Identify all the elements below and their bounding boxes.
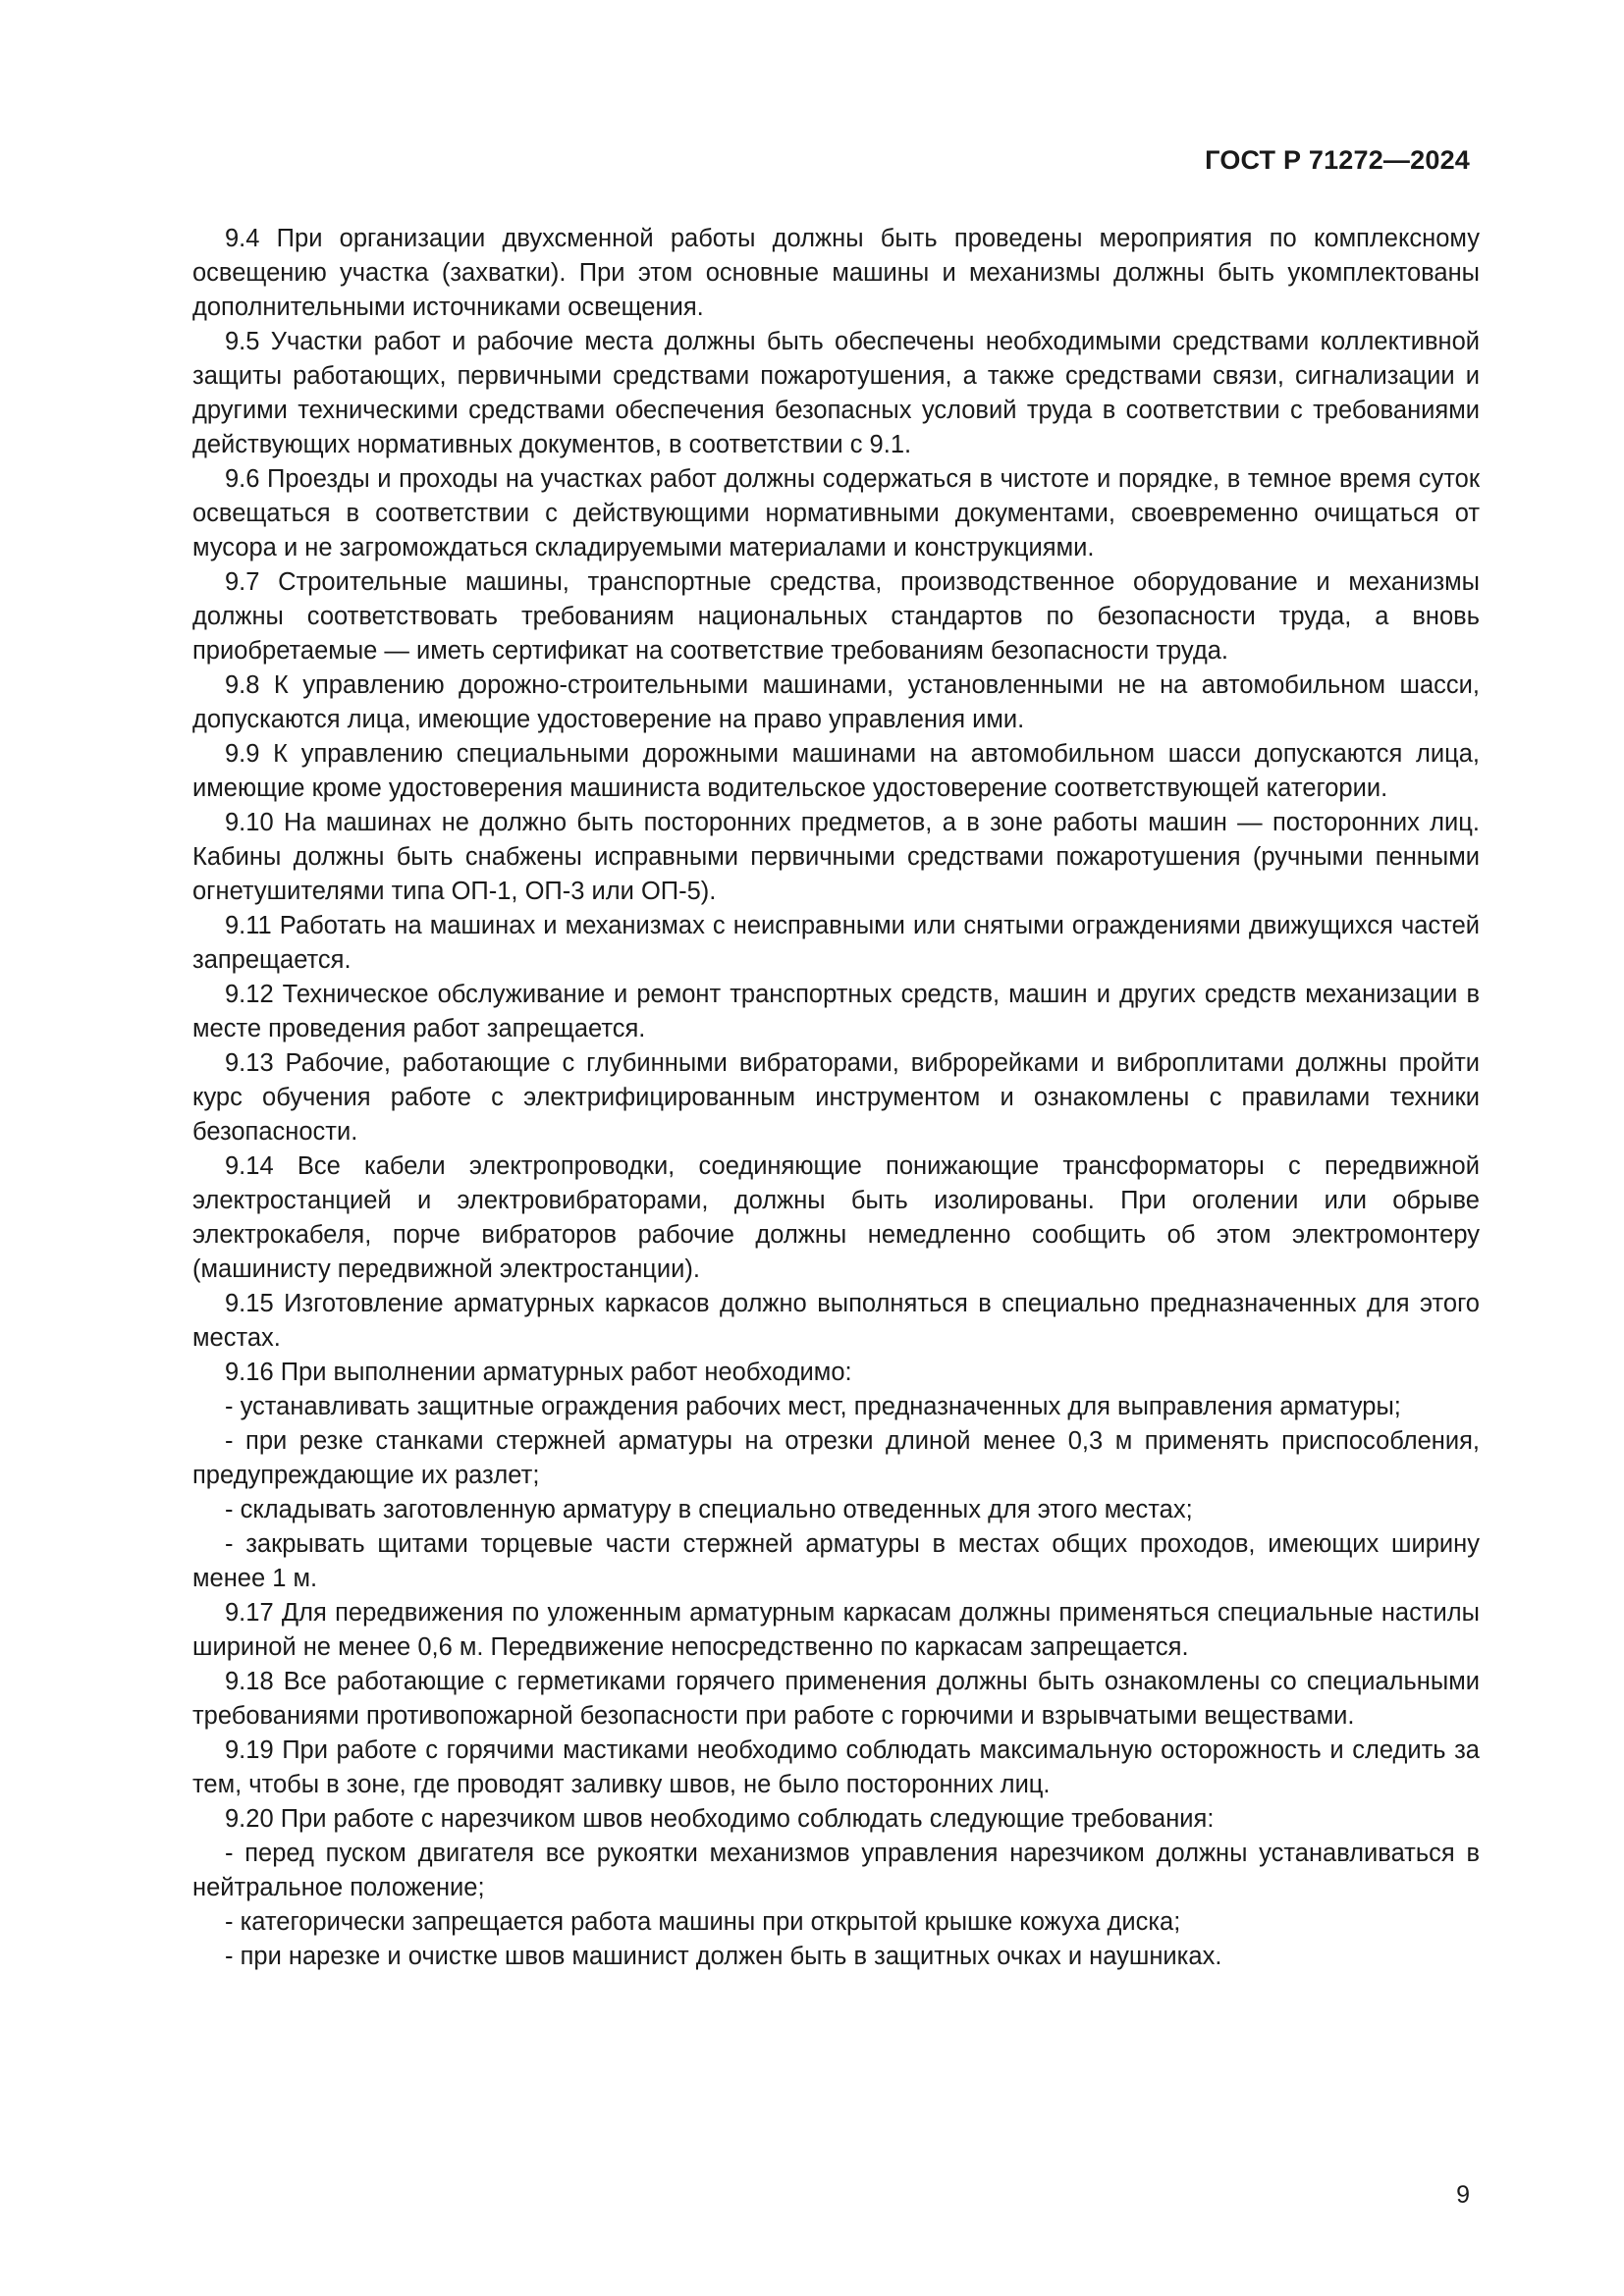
paragraph-9-8: 9.8 К управлению дорожно-строительными машинами, установленными не на автомобильном шасси, допускаются лица, имеющие удостоверение на право управления ими.	[192, 671, 1480, 733]
paragraph-9-5: 9.5 Участки работ и рабочие места должны быть обеспечены необходимыми средствами коллективной защиты работающих, первичными средствами пожаротушения, а также средствами связи, сигнализации и другими техническими средствами обеспечения безопасных условий труда в соответствии с требованиями действующих нормативных документов, в соответствии с 9.1.	[192, 328, 1480, 458]
list-item: - при резке станками стержней арматуры на отрезки длиной менее 0,3 м применять приспособления, предупреждающие их разлет;	[192, 1427, 1480, 1489]
standard-designation: ГОСТ Р 71272—2024	[1205, 145, 1470, 175]
paragraph-9-15: 9.15 Изготовление арматурных каркасов должно выполняться в специально предназначенных для этого местах.	[192, 1290, 1480, 1352]
paragraph-9-11: 9.11 Работать на машинах и механизмах с неисправными или снятыми ограждениями движущихся частей запрещается.	[192, 912, 1480, 974]
paragraph-9-13: 9.13 Рабочие, работающие с глубинными вибраторами, виброрейками и виброплитами должны пройти курс обучения работе с электрифицированным инструментом и ознакомлены с правилами техники безопасности.	[192, 1049, 1480, 1146]
paragraph-9-20: 9.20 При работе с нарезчиком швов необходимо соблюдать следующие требования:	[225, 1805, 1215, 1833]
page-number: 9	[1456, 2181, 1470, 2209]
list-item: - складывать заготовленную арматуру в специально отведенных для этого местах;	[225, 1496, 1193, 1523]
list-item: - закрывать щитами торцевые части стержней арматуры в местах общих проходов, имеющих ширину менее 1 м.	[192, 1530, 1480, 1592]
paragraph-9-6: 9.6 Проезды и проходы на участках работ должны содержаться в чистоте и порядке, в темное время суток освещаться в соответствии с действующими нормативными документами, своевременно очищаться от мусора и не загромождаться складируемыми материалами и конструкциями.	[192, 465, 1480, 561]
paragraph-9-16: 9.16 При выполнении арматурных работ необходимо:	[225, 1359, 852, 1386]
list-item: - устанавливать защитные ограждения рабочих мест, предназначенных для выправления арматуры;	[225, 1393, 1401, 1420]
list-item: - при нарезке и очистке швов машинист должен быть в защитных очках и наушниках.	[225, 1943, 1222, 1970]
paragraph-9-14: 9.14 Все кабели электропроводки, соединяющие понижающие трансформаторы с передвижной электростанцией и электровибраторами, должны быть изолированы. При оголении или обрыве электрокабеля, порче вибраторов рабочие должны немедленно сообщить об этом электромонтеру (машинисту передвижной электростанции).	[192, 1152, 1480, 1283]
list-item: - категорически запрещается работа машины при открытой крышке кожуха диска;	[225, 1908, 1181, 1936]
paragraph-9-10: 9.10 На машинах не должно быть посторонних предметов, а в зоне работы машин — посторонних лиц. Кабины должны быть снабжены исправными первичными средствами пожаротушения (ручными пенными огнетушителями типа ОП-1, ОП-3 или ОП-5).	[192, 809, 1480, 905]
paragraph-9-17: 9.17 Для передвижения по уложенным арматурным каркасам должны применяться специальные настилы шириной не менее 0,6 м. Передвижение непосредственно по каркасам запрещается.	[192, 1599, 1480, 1661]
document-body	[192, 222, 1480, 1974]
list-item: - перед пуском двигателя все рукоятки механизмов управления нарезчиком должны устанавливаться в нейтральное положение;	[192, 1840, 1480, 1901]
paragraph-9-7: 9.7 Строительные машины, транспортные средства, производственное оборудование и механизмы должны соответствовать требованиям национальных стандартов по безопасности труда, а вновь приобретаемые — иметь сертификат на соответствие требованиям безопасности труда.	[192, 568, 1480, 665]
paragraph-9-19: 9.19 При работе с горячими мастиками необходимо соблюдать максимальную осторожность и следить за тем, чтобы в зоне, где проводят заливку швов, не было посторонних лиц.	[192, 1736, 1480, 1798]
paragraph-9-9: 9.9 К управлению специальными дорожными машинами на автомобильном шасси допускаются лица, имеющие кроме удостоверения машиниста водительское удостоверение соответствующей категории.	[192, 740, 1480, 802]
paragraph-9-12: 9.12 Техническое обслуживание и ремонт транспортных средств, машин и других средств механизации в месте проведения работ запрещается.	[192, 981, 1480, 1042]
paragraph-9-4: 9.4 При организации двухсменной работы должны быть проведены мероприятия по комплексному освещению участка (захватки). При этом основные машины и механизмы должны быть укомплектованы дополнительными источниками освещения.	[192, 225, 1480, 321]
paragraph-9-18: 9.18 Все работающие с герметиками горячего применения должны быть ознакомлены со специальными требованиями противопожарной безопасности при работе с горючими и взрывчатыми веществами.	[192, 1668, 1480, 1730]
